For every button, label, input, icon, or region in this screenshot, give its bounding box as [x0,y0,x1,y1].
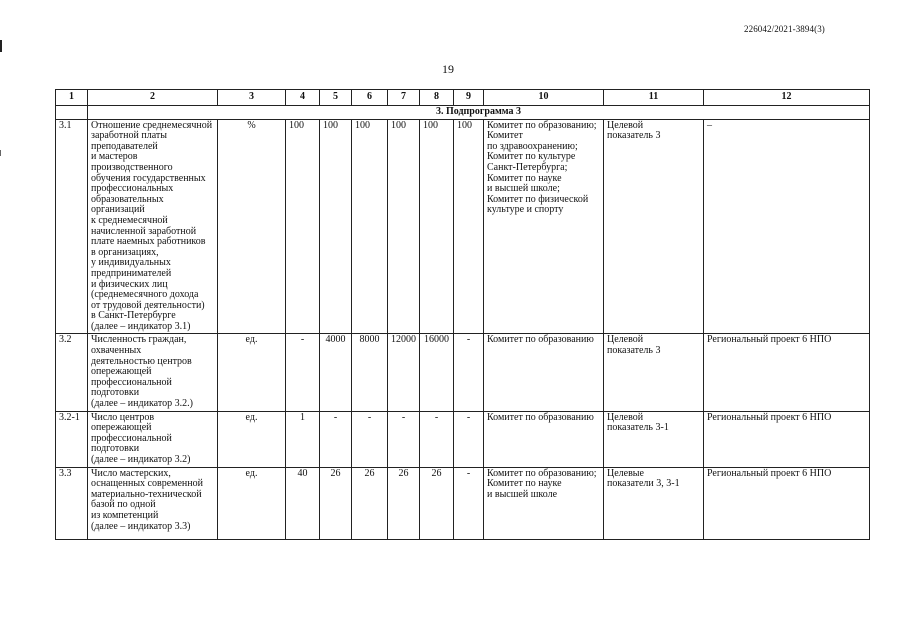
column-header: 7 [388,90,420,106]
value-cell: 100 [454,119,484,334]
project-cell: – [704,119,870,334]
value-cell: 26 [420,467,454,539]
value-cell: 12000 [388,334,420,411]
section-row [56,106,870,120]
column-header: 3 [218,90,286,106]
column-header: 2 [88,90,218,106]
value-cell: 100 [286,119,320,334]
column-header: 11 [604,90,704,106]
goal-indicator-cell: Целевой показатель 3 [604,119,704,334]
document-number: 226042/2021-3894(3) [744,24,825,34]
value-cell: 26 [320,467,352,539]
value-cell: 1 [286,411,320,467]
row-number: 3.2 [56,334,88,411]
table-row [56,411,870,467]
value-cell: 100 [420,119,454,334]
value-cell: - [420,411,454,467]
value-cell: 100 [352,119,388,334]
value-cell: 16000 [420,334,454,411]
column-header: 12 [704,90,870,106]
value-cell: 100 [388,119,420,334]
column-header: 10 [484,90,604,106]
value-cell: - [454,334,484,411]
indicator-name: Число мастерских, оснащенных современной материально-технической базой по одной из компетенций (далее – индикатор 3.3) [88,467,218,539]
indicator-name: Численность граждан, охваченных деятельностью центров опережающей профессиональной подготовки (далее – индикатор 3.2.) [88,334,218,411]
section-title: 3. Подпрограмма 3 [88,106,870,120]
table-header-row [56,90,870,106]
goal-indicator-cell: Целевой показатель 3-1 [604,411,704,467]
responsible-cell: Комитет по образованию; Комитет по науке и высшей школе [484,467,604,539]
value-cell: 8000 [352,334,388,411]
unit-cell: ед. [218,411,286,467]
value-cell: - [454,411,484,467]
indicator-name: Отношение среднемесячной заработной платы преподавателей и мастеров производственного обучения государственных профессиональных образовательных организаций к среднемесячной начисленной заработной плате наемных работников в организациях, у индивидуальных предпринимателей и физических лиц (среднемесячного дохода от трудовой деятельности) в Санкт-Петербурге (далее – индикатор 3.1) [88,119,218,334]
value-cell: - [352,411,388,467]
column-header: 8 [420,90,454,106]
indicator-name: Число центров опережающей профессиональной подготовки (далее – индикатор 3.2) [88,411,218,467]
value-cell: - [388,411,420,467]
table-row [56,334,870,411]
page-number: 19 [442,62,454,76]
column-header: 6 [352,90,388,106]
unit-cell: ед. [218,467,286,539]
responsible-cell: Комитет по образованию [484,334,604,411]
value-cell: 26 [388,467,420,539]
column-header: 1 [56,90,88,106]
table-row [56,119,870,334]
value-cell: 4000 [320,334,352,411]
column-header: 9 [454,90,484,106]
goal-indicator-cell: Целевой показатель 3 [604,334,704,411]
value-cell: 100 [320,119,352,334]
row-number: 3.3 [56,467,88,539]
margin-mark [0,150,1,156]
row-number: 3.2-1 [56,411,88,467]
responsible-cell: Комитет по образованию [484,411,604,467]
table-row [56,467,870,539]
value-cell: - [320,411,352,467]
column-header: 5 [320,90,352,106]
unit-cell: % [218,119,286,334]
margin-mark [0,40,2,52]
project-cell: Региональный проект 6 НПО [704,334,870,411]
column-header: 4 [286,90,320,106]
responsible-cell: Комитет по образованию; Комитет по здравоохранению; Комитет по культуре Санкт-Петербурга; Комитет по науке и высшей школе; Комитет по физической культуре и спорту [484,119,604,334]
value-cell: 40 [286,467,320,539]
value-cell: 26 [352,467,388,539]
project-cell: Региональный проект 6 НПО [704,467,870,539]
row-number: 3.1 [56,119,88,334]
value-cell: - [454,467,484,539]
indicators-table [55,89,870,540]
project-cell: Региональный проект 6 НПО [704,411,870,467]
value-cell: - [286,334,320,411]
goal-indicator-cell: Целевые показатели 3, 3-1 [604,467,704,539]
unit-cell: ед. [218,334,286,411]
